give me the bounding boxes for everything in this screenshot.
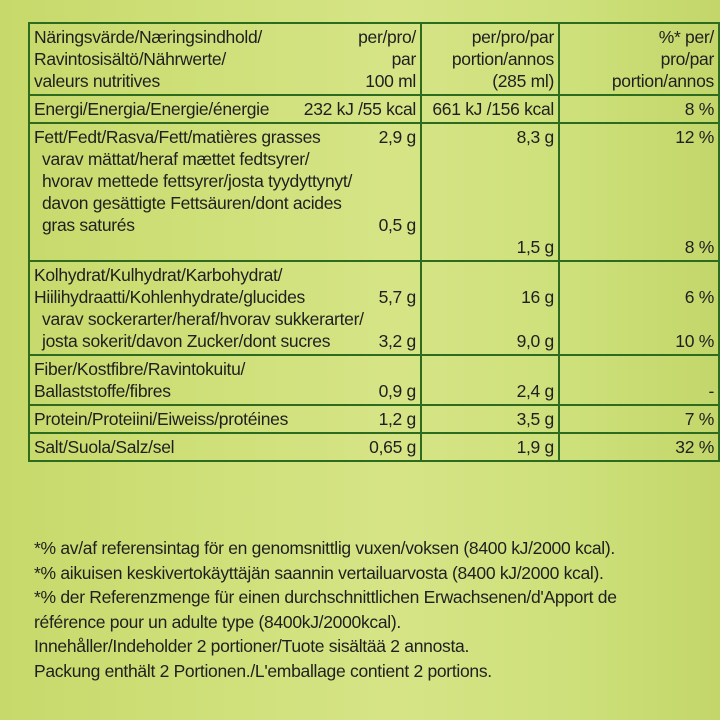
header-per100-line: par	[391, 49, 416, 69]
salt-pct: 32 %	[559, 433, 719, 461]
salt-row	[29, 433, 719, 461]
footnote-line: référence pour un adulte type (8400kJ/2000kcal).	[34, 611, 401, 632]
footnote-line: *% aikuisen keskivertokäyttäjän saannin vertailuarvosta (8400 kJ/2000 kcal).	[34, 562, 604, 583]
carbohydrate-portion: 16 g	[521, 287, 554, 307]
fiber-label-line: Ballaststoffe/fibres	[34, 381, 171, 401]
saturated-label-line: hvorav mettede fettsyrer/josta tyydyttynyt/	[42, 171, 353, 191]
footnote-line: *% av/af referensintag för en genomsnittlig vuxen/voksen (8400 kJ/2000 kcal).	[34, 538, 615, 558]
header-pct-line: %* per/	[658, 27, 714, 47]
energy-per100: 232 kJ /55 kcal	[303, 99, 416, 119]
header-portion-line: per/pro/par	[471, 27, 554, 47]
protein-row	[29, 405, 719, 433]
fat-per100: 2,9 g	[378, 127, 416, 147]
carbohydrate-per100: 5,7 g	[378, 287, 416, 307]
energy-label: Energi/Energia/Energie/énergie	[34, 99, 270, 119]
header-portion-line: (285 ml)	[492, 71, 554, 91]
sugars-portion: 9,0 g	[516, 331, 554, 351]
carbohydrate-label-line: Hiilihydraatti/Kohlenhydrate/glucides	[34, 287, 306, 307]
sugars-label-line: josta sokerit/davon Zucker/dont sucres	[42, 331, 331, 351]
carbohydrate-pct: 6 %	[684, 287, 714, 307]
header-per100-line: 100 ml	[365, 71, 416, 91]
sugars-pct: 10 %	[675, 331, 714, 351]
table-header-row	[29, 23, 719, 95]
fat-label: Fett/Fedt/Rasva/Fett/matières grasses	[34, 127, 321, 147]
footnote-line: Innehåller/Indeholder 2 portioner/Tuote sisältää 2 annosta.	[34, 636, 470, 656]
carbohydrate-row	[29, 261, 719, 355]
saturated-label-line: varav mättat/heraf mættet fedtsyrer/	[42, 149, 310, 169]
header-pct-line: portion/annos	[611, 71, 714, 91]
fiber-label-line: Fiber/Kostfibre/Ravintokuitu/	[34, 359, 246, 379]
saturated-label-last: gras saturés	[42, 215, 135, 235]
fiber-per100: 0,9 g	[378, 381, 416, 401]
fiber-pct: -	[708, 381, 714, 401]
fat-row	[29, 123, 719, 261]
header-per100-line: per/pro/	[358, 27, 416, 47]
fat-pct: 12 %	[675, 127, 714, 147]
salt-label: Salt/Suola/Salz/sel	[34, 437, 175, 457]
saturated-pct: 8 %	[684, 237, 714, 257]
sugars-label-line: varav sockerarter/heraf/hvorav sukkerarter/	[42, 309, 364, 329]
footnote-line: Packung enthält 2 Portionen./L'emballage contient 2 portions.	[34, 660, 492, 681]
fiber-portion: 2,4 g	[516, 381, 554, 401]
header-label-line: Ravintosisältö/Nährwerte/	[34, 49, 226, 69]
protein-per100: 1,2 g	[378, 409, 416, 429]
saturated-label-line: davon gesättigte Fettsäuren/dont acides	[42, 193, 342, 213]
protein-label: Protein/Proteiini/Eiweiss/protéines	[34, 409, 289, 429]
fat-portion: 8,3 g	[516, 127, 554, 147]
energy-portion: 661 kJ /156 kcal	[421, 95, 559, 123]
footnotes	[34, 536, 704, 683]
carbohydrate-label-line: Kolhydrat/Kulhydrat/Karbohydrat/	[34, 265, 283, 285]
sugars-per100: 3,2 g	[378, 331, 416, 351]
header-label-cell	[29, 23, 421, 95]
saturated-portion: 1,5 g	[516, 237, 554, 257]
header-portion-line: portion/annos	[451, 49, 554, 69]
protein-portion: 3,5 g	[421, 405, 559, 433]
header-pct-cell	[559, 23, 719, 95]
salt-per100: 0,65 g	[369, 437, 416, 457]
nutrition-table	[28, 22, 720, 462]
energy-pct: 8 %	[559, 95, 719, 123]
protein-pct: 7 %	[559, 405, 719, 433]
header-label-line: valeurs nutritives	[34, 71, 160, 91]
header-label-line: Näringsvärde/Næringsindhold/	[34, 27, 262, 47]
footnote-line: *% der Referenzmenge für einen durchschnittlichen Erwachsenen/d'Apport de	[34, 587, 617, 607]
header-pct-line: pro/par	[660, 49, 714, 69]
energy-row	[29, 95, 719, 123]
salt-portion: 1,9 g	[421, 433, 559, 461]
header-portion-cell	[421, 23, 559, 95]
saturated-per100: 0,5 g	[378, 215, 416, 235]
fiber-row	[29, 355, 719, 405]
